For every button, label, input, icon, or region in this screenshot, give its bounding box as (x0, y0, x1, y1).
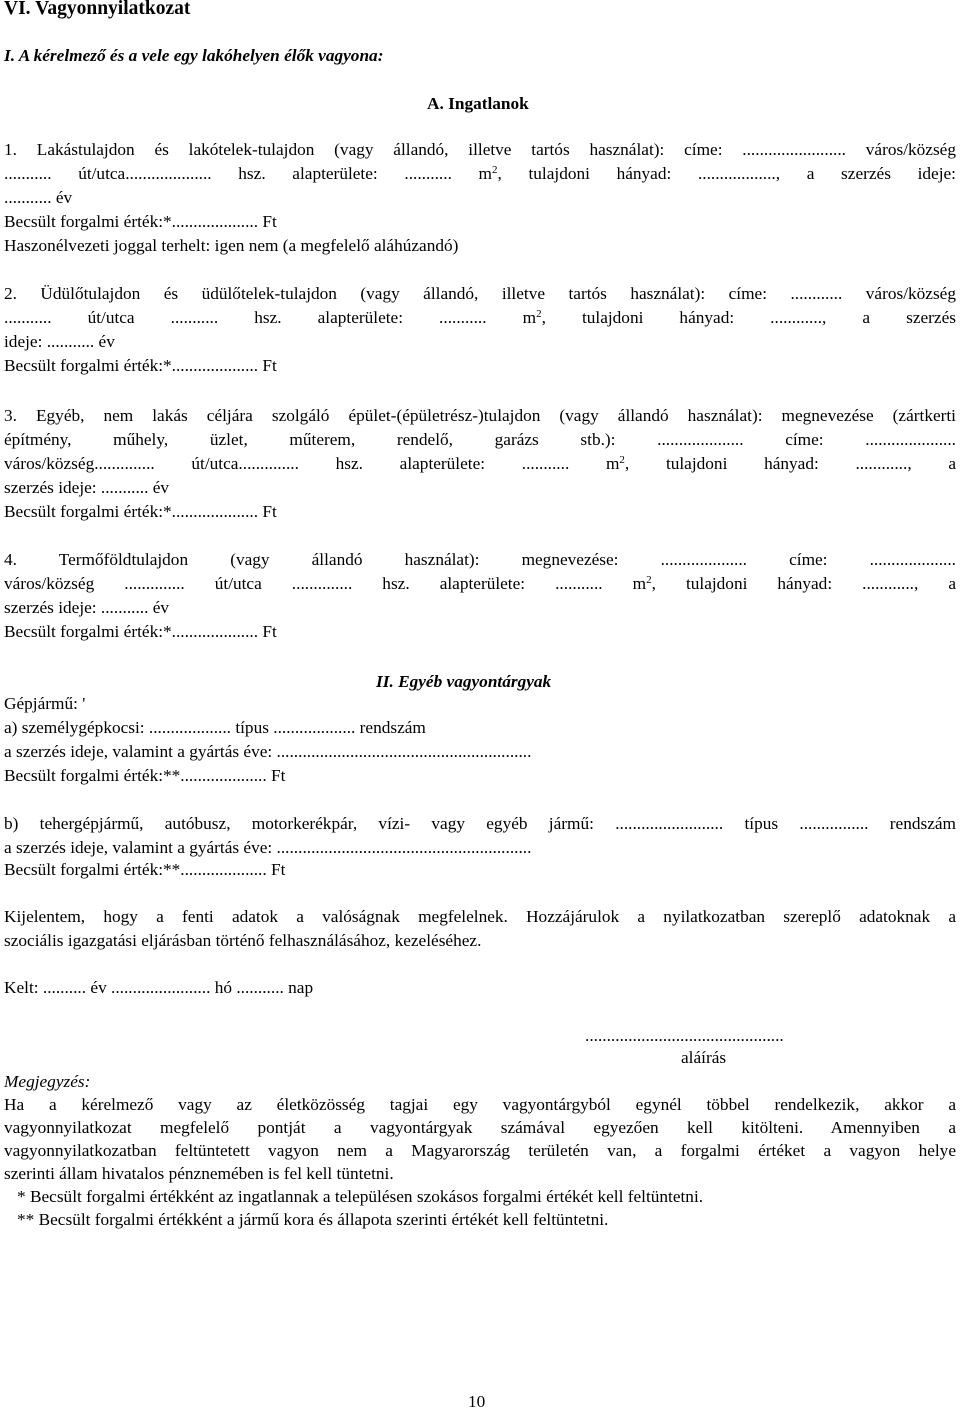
note-line2: vagyonnyilatkozat megfelelő pontját a vagyontárgyak számával egyezően kell kitölteni. Amennyiben a (4, 1118, 956, 1137)
page-number: 10 (468, 1392, 486, 1411)
item2-line1: 2. Üdülőtulajdon és üdülőtelek-tulajdon (vagy állandó, illetve tartós használat): címe: ............ város/község (4, 284, 956, 303)
note-line4: szerinti állam hivatalos pénznemében is fel kell tüntetni. (4, 1164, 394, 1183)
dated-line: Kelt: .......... év ....................... hó ........... nap (4, 978, 314, 997)
declaration-line2: szociális igazgatási eljárásban történő felhasználásához, kezeléséhez. (4, 931, 482, 950)
signature-line: .............................................. (585, 1026, 784, 1045)
item2-value: Becsült forgalmi érték:*.................... Ft (4, 356, 277, 375)
item4-line2: város/község .............. út/utca .............. hsz. alapterülete: ........... $m^2$, tulajdoni hányad: ............, a (4, 574, 956, 593)
item2-line2: ........... út/utca ........... hsz. alapterülete: ........... $m^2$, tulajdoni hányad: ............, a szerzés (4, 308, 956, 327)
vehicle-b-value: Becsült forgalmi érték:**.................... Ft (4, 860, 286, 879)
item1-line1: 1. Lakástulajdon és lakótelek-tulajdon (vagy állandó, illetve tartós használat): címe: ........................ város/község (4, 140, 956, 159)
section-title: VI. Vagyonnyilatkozat (4, 0, 191, 19)
item3-line1: 3. Egyéb, nem lakás céljára szolgáló épület-(épületrész-)tulajdon (vagy állandó használat): megnevezése (zártkerti (4, 406, 956, 425)
note-title: Megjegyzés: (4, 1072, 91, 1091)
item1-line3: ........... év (4, 188, 73, 207)
part1-heading: I. A kérelmező és a vele egy lakóhelyen élők vagyona: (4, 46, 384, 65)
item3-value: Becsült forgalmi érték:*.................... Ft (4, 502, 277, 521)
item3-line3: város/község.............. út/utca.............. hsz. alapterülete: ........... $m^2$, tulajdoni hányad: ............, a (4, 454, 956, 473)
item3-line2: építmény, műhely, üzlet, műterem, rendelő, garázs stb.): .................... címe: ..................... (4, 430, 956, 449)
subheading-a: A. Ingatlanok (427, 94, 529, 113)
vehicle-a-line1: a) személygépkocsi: ................... típus ................... rendszám (4, 718, 426, 737)
item2-line3: ideje: ........... év (4, 332, 115, 351)
item3-line4: szerzés ideje: ........... év (4, 478, 170, 497)
signature-label: aláírás (681, 1048, 727, 1067)
vehicle-label: Gépjármű: ' (4, 694, 86, 713)
footnote-1: * Becsült forgalmi értékként az ingatlannak a településen szokásos forgalmi értékét kell feltüntetni. (17, 1187, 704, 1206)
vehicle-a-line2: a szerzés ideje, valamint a gyártás éve: ........................................................... (4, 742, 532, 761)
note-line1: Ha a kérelmező vagy az életközösség tagjai egy vagyontárgyból egynél többel rendelkezik, akkor a (4, 1095, 956, 1114)
declaration-line1: Kijelentem, hogy a fenti adatok a valóságnak megfelelnek. Hozzájárulok a nyilatkozatban szereplő adatoknak a (4, 907, 956, 926)
note-line3: vagyonnyilatkozatban feltüntetett vagyon nem a Magyarország területén van, a forgalmi értéket a vagyon helye (4, 1141, 956, 1160)
item4-line1: 4. Termőföldtulajdon (vagy állandó használat): megnevezése: .................... címe: .................... (4, 550, 956, 569)
item4-value: Becsült forgalmi érték:*.................... Ft (4, 622, 277, 641)
part2-heading: II. Egyéb vagyontárgyak (376, 672, 552, 691)
vehicle-b-line2: a szerzés ideje, valamint a gyártás éve: ........................................................... (4, 838, 532, 857)
item1-value: Becsült forgalmi érték:*.................... Ft (4, 212, 277, 231)
item1-line2: ........... út/utca.................... hsz. alapterülete: ........... $m^2$, tulajdoni hányad: .................., a szerzés ideje: (4, 164, 956, 183)
item4-line3: szerzés ideje: ........... év (4, 598, 170, 617)
vehicle-a-value: Becsült forgalmi érték:**.................... Ft (4, 766, 286, 785)
vehicle-b-line1: b) tehergépjármű, autóbusz, motorkerékpár, vízi- vagy egyéb jármű: ......................... típus ................ rendszám (4, 814, 956, 833)
item1-usufruct: Haszonélvezeti joggal terhelt: igen nem (a megfelelő aláhúzandó) (4, 236, 459, 255)
footnote-2: ** Becsült forgalmi értékként a jármű kora és állapota szerinti értékét kell feltüntetni. (17, 1210, 609, 1229)
